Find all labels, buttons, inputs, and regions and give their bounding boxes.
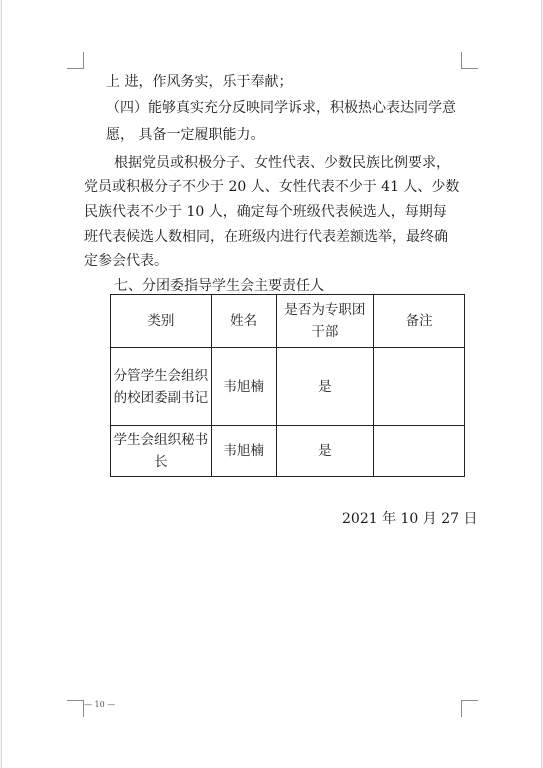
table-header-cell: 备注 xyxy=(374,295,465,348)
responsibility-table xyxy=(110,294,465,477)
document-page xyxy=(1,0,542,768)
table-cell xyxy=(374,426,465,477)
paragraph-line: 党员或积极分子不少于 20 人、女性代表不少于 41 人、少数 xyxy=(84,179,460,195)
paragraph-line: 根据党员或积极分子、女性代表、少数民族比例要求， xyxy=(114,155,450,171)
crop-mark-top-right xyxy=(461,52,478,69)
table-cell: 韦旭楠 xyxy=(211,348,276,426)
table-cell: 分管学生会组织的校团委副书记 xyxy=(111,348,212,426)
table-cell: 学生会组织秘书长 xyxy=(111,426,212,477)
document-date: 2021 年 10 月 27 日 xyxy=(342,511,478,527)
table-header-cell: 类别 xyxy=(111,295,212,348)
table-row xyxy=(111,426,465,477)
paragraph-line: 民族代表不少于 10 人，确定每个班级代表候选人，每期每 xyxy=(84,204,447,220)
table-header-cell: 姓名 xyxy=(211,295,276,348)
paragraph-line: 定参会代表。 xyxy=(84,253,168,269)
section-heading: 七、分团委指导学生会主要责任人 xyxy=(114,278,324,294)
table-header-cell: 是否为专职团干部 xyxy=(276,295,374,348)
table-cell xyxy=(374,348,465,426)
table-cell: 韦旭楠 xyxy=(211,426,276,477)
table-row xyxy=(111,348,465,426)
table-header-row xyxy=(111,295,465,348)
page-number: — 10 — xyxy=(84,700,116,709)
crop-mark-top-left xyxy=(67,52,84,69)
crop-mark-bottom-right xyxy=(461,700,478,717)
paragraph-line: （四）能够真实充分反映同学诉求，积极热心表达同学意 xyxy=(106,100,456,116)
table-cell: 是 xyxy=(276,348,374,426)
table-cell: 是 xyxy=(276,426,374,477)
paragraph-line: 班代表候选人数相同，在班级内进行代表差额选举，最终确 xyxy=(84,229,448,245)
paragraph-line: 上 进，作风务实，乐于奉献； xyxy=(106,74,293,90)
paragraph-line: 愿， 具备一定履职能力。 xyxy=(106,127,265,143)
crop-mark-bottom-left xyxy=(67,700,84,717)
